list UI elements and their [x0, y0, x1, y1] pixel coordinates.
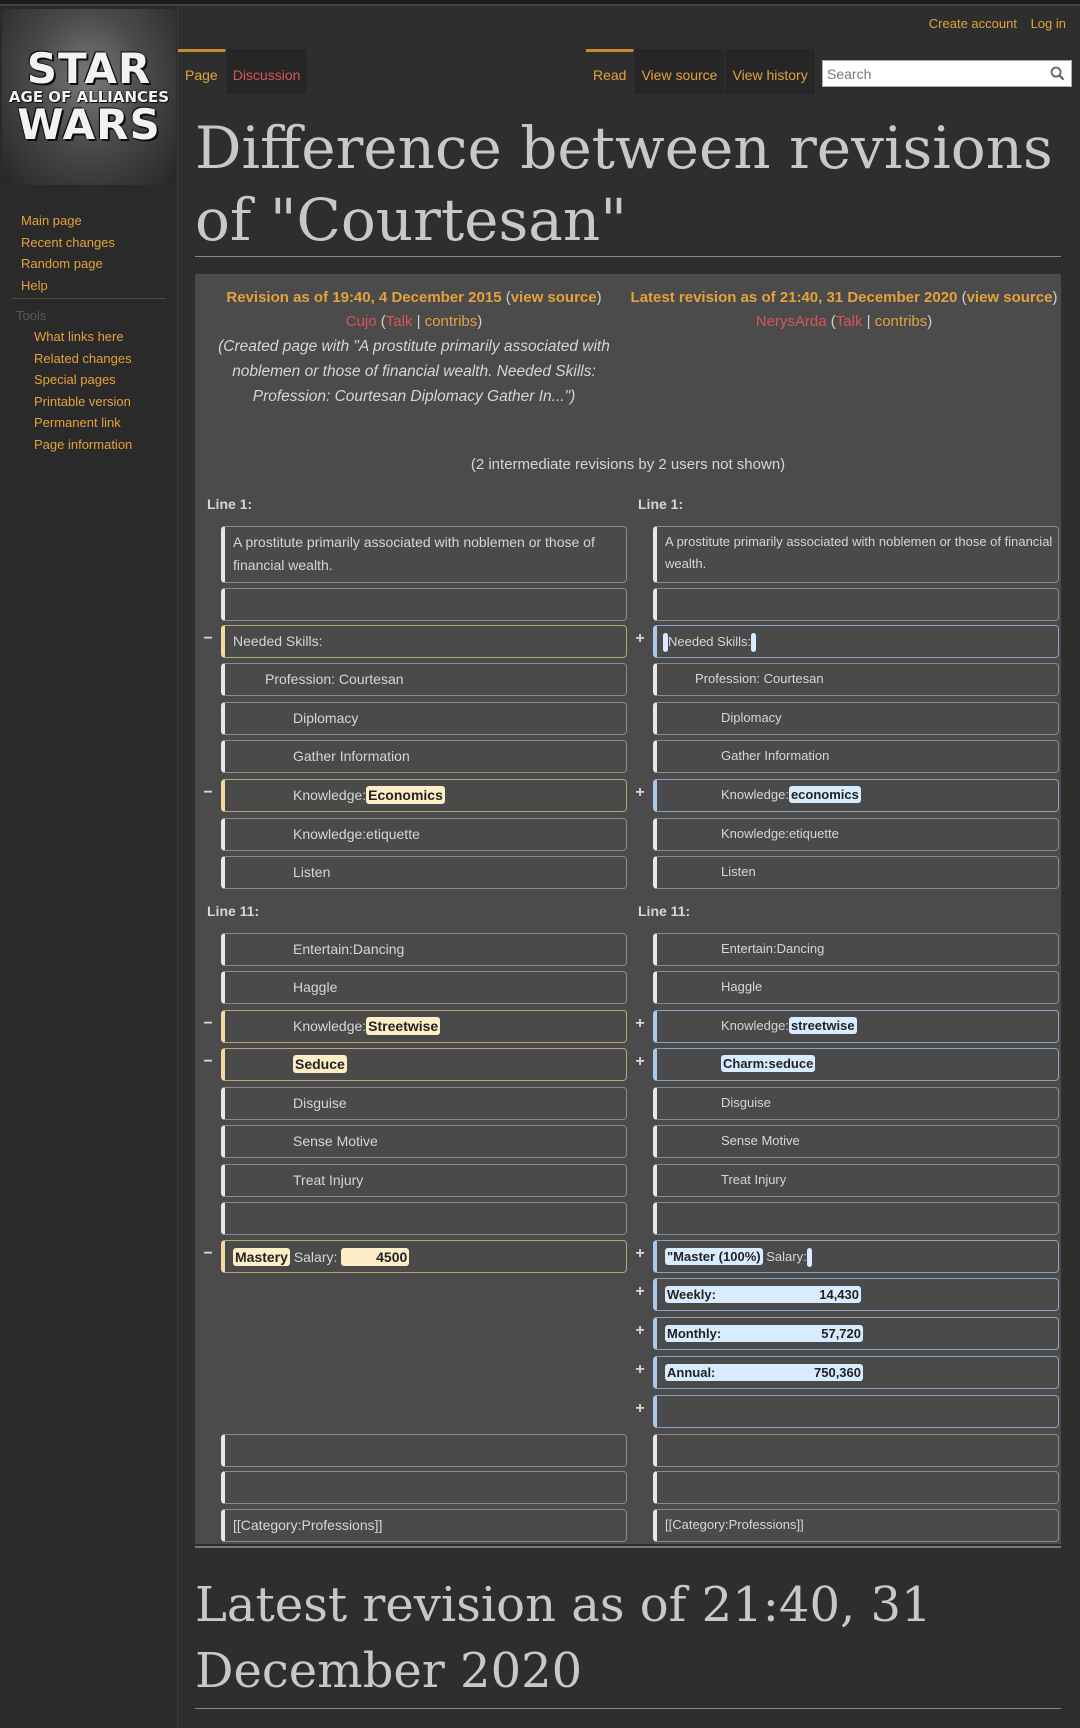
diff-context-left: A prostitute primarily associated with noblemen or those of financial wealth. — [221, 526, 627, 583]
diff-context-right: Diplomacy — [653, 702, 1059, 735]
text: Knowledge: — [293, 787, 367, 803]
heading-divider — [195, 1708, 1061, 1709]
diff-deleted-line: Needed Skills: — [221, 625, 627, 658]
diff-context-right: Disguise — [653, 1087, 1059, 1120]
diff-context-right: A prostitute primarily associated with noblemen or those of financial wealth. — [653, 526, 1059, 583]
diff-added-line — [653, 1048, 1059, 1081]
monthly-label: Monthly: — [667, 1326, 722, 1341]
weekly-value: 14,430 — [819, 1287, 859, 1302]
diff-context-right: Profession: Courtesan — [653, 663, 1059, 696]
new-revision-header: Latest revision as of 21:40, 31 December 2020 (view source) NerysArda (Talk | contribs) — [630, 289, 1058, 330]
tool-permanent-link[interactable]: Permanent link — [34, 415, 121, 430]
logo-text-wars: WARS — [17, 100, 161, 149]
diff-context-right: Treat Injury — [653, 1164, 1059, 1197]
nav-main-page[interactable]: Main page — [21, 213, 82, 228]
deleted-word: 4500 — [341, 1248, 409, 1266]
nav-recent-changes[interactable]: Recent changes — [21, 234, 115, 250]
new-user-link[interactable]: NerysArda — [755, 313, 827, 330]
tools-heading: Tools — [16, 308, 47, 323]
line-number-left: Line 11: — [207, 903, 260, 919]
diff-added-line — [653, 1317, 1059, 1350]
intermediate-revisions-notice: (2 intermediate revisions by 2 users not shown) — [470, 456, 786, 473]
new-talk-link[interactable]: Talk — [835, 313, 863, 330]
create-account-link[interactable]: Create account — [928, 16, 1017, 31]
latest-revision-heading: Latest revision as of 21:40, 31 December 2020 — [195, 1577, 932, 1699]
minus-marker: − — [203, 1245, 213, 1262]
tab-view-source[interactable]: View source — [634, 49, 725, 94]
diff-context-left: Disguise — [221, 1087, 627, 1120]
plus-marker: + — [635, 1283, 645, 1300]
added-word — [665, 1364, 863, 1381]
old-revision-link[interactable]: Revision as of 19:40, 4 December 2015 — [226, 289, 502, 306]
diff-context-left: Haggle — [221, 971, 627, 1004]
plus-marker: + — [635, 1245, 645, 1262]
plus-marker: + — [635, 630, 645, 647]
tab-page[interactable]: Page — [178, 49, 226, 94]
plus-marker: + — [635, 1361, 645, 1378]
diff-context-right: [[Category:Professions]] — [653, 1509, 1059, 1542]
added-word — [665, 1286, 861, 1303]
text: Salary: — [293, 1249, 338, 1265]
diff-context-left: Gather Information — [221, 740, 627, 773]
monthly-value: 57,720 — [821, 1326, 861, 1341]
minus-marker: − — [203, 784, 213, 801]
diff-context-left: Knowledge:etiquette — [221, 818, 627, 851]
diff-context-right: Entertain:Dancing — [653, 933, 1059, 966]
namespace-tabs — [178, 49, 308, 94]
diff-context-left: Diplomacy — [221, 702, 627, 735]
tool-what-links-here[interactable]: What links here — [34, 329, 124, 344]
tool-special-pages[interactable]: Special pages — [34, 372, 116, 387]
deleted-word: Seduce — [295, 1056, 345, 1072]
added-word: economics — [790, 787, 859, 802]
diff-context-left: Listen — [221, 856, 627, 889]
diff-context-left-empty — [221, 588, 627, 621]
new-revision-link[interactable]: Latest revision as of 21:40, 31 December 2020 — [630, 289, 958, 306]
new-view-source-link[interactable]: view source — [966, 289, 1053, 306]
diff-context-left: Sense Motive — [221, 1125, 627, 1158]
line-number-left: Line 1: — [207, 496, 253, 512]
diff-context-right: Listen — [653, 856, 1059, 889]
plus-marker: + — [635, 1053, 645, 1070]
diff-deleted-line — [221, 779, 627, 812]
added-word: "Master (100%) — [667, 1248, 761, 1264]
added-char — [751, 633, 756, 652]
diff-context-left-empty — [221, 1202, 627, 1235]
minus-marker: − — [203, 1015, 213, 1032]
diff-context-right: Haggle — [653, 971, 1059, 1004]
diff-context-left: Treat Injury — [221, 1164, 627, 1197]
annual-label: Annual: — [667, 1365, 716, 1380]
added-char — [807, 1248, 812, 1267]
diff-context-right: Knowledge:etiquette — [653, 818, 1059, 851]
old-view-source-link[interactable]: view source — [510, 289, 597, 306]
text: Knowledge: — [721, 787, 789, 802]
title-divider — [195, 256, 1061, 257]
view-tabs — [586, 49, 816, 94]
site-logo[interactable] — [2, 9, 176, 185]
added-word — [665, 1325, 863, 1342]
diff-context-right: Gather Information — [653, 740, 1059, 773]
added-word: Charm:seduce — [723, 1056, 814, 1071]
weekly-label: Weekly: — [667, 1287, 716, 1302]
nav-random-page[interactable]: Random page — [21, 256, 103, 271]
deleted-word: Mastery — [235, 1249, 288, 1265]
search-box — [822, 60, 1072, 87]
tool-related-changes[interactable]: Related changes — [34, 350, 132, 366]
tool-page-information[interactable]: Page information — [34, 436, 133, 452]
diff-added-line — [653, 1356, 1059, 1389]
old-contribs-link[interactable]: contribs — [424, 313, 478, 330]
text: Needed Skills: — [668, 633, 752, 649]
diff-table — [195, 274, 1061, 1544]
diff-context-left: [[Category:Professions]] — [221, 1509, 627, 1542]
logo-text-star: STAR — [26, 44, 152, 93]
tab-view-history[interactable]: View history — [725, 49, 815, 94]
plus-marker: + — [635, 1400, 645, 1417]
diff-added-line-empty — [653, 1395, 1059, 1428]
diff-context-right: Sense Motive — [653, 1125, 1059, 1158]
diff-context-right-empty — [653, 1434, 1059, 1467]
diff-context-right-empty — [653, 1202, 1059, 1235]
deleted-word: Streetwise — [368, 1018, 439, 1034]
text: Knowledge: — [293, 1018, 367, 1034]
deleted-word: Economics — [368, 787, 443, 803]
text: Knowledge: — [721, 1018, 789, 1033]
diff-context-left: Entertain:Dancing — [221, 933, 627, 966]
plus-marker: + — [635, 1015, 645, 1032]
annual-value: 750,360 — [814, 1365, 861, 1380]
diff-added-line — [653, 1010, 1059, 1043]
tool-printable-version[interactable]: Printable version — [34, 393, 131, 409]
search-icon[interactable] — [1050, 66, 1065, 81]
minus-marker: − — [203, 1053, 213, 1070]
old-user-link[interactable]: Cujo — [345, 313, 377, 330]
edit-summary: (Created page with "A prostitute primarily associated with noblemen or those of financial wealth. Needed Skills: Profession: Courtesan Diplomacy Gather In...") — [218, 338, 610, 405]
tools-menu — [34, 326, 132, 455]
plus-marker: + — [635, 1322, 645, 1339]
plus-marker: + — [635, 784, 645, 801]
navigation-menu — [21, 210, 115, 296]
sidebar — [0, 6, 178, 1728]
diff-context-left: Profession: Courtesan — [221, 663, 627, 696]
page-title: Difference between revisions of "Courtesan" — [195, 114, 1053, 254]
search-input[interactable] — [823, 61, 1033, 86]
diff-added-line — [653, 625, 1059, 658]
nav-help[interactable]: Help — [21, 277, 48, 293]
minus-marker: − — [203, 630, 213, 647]
text: Salary: — [766, 1248, 807, 1264]
old-revision-header: Revision as of 19:40, 4 December 2015 (view source) Cujo (Talk | contribs) (Created page with "A prostitute primarily associated with noblemen or those of financial wealth. Needed Skills: Profession: Courtesan Diplomacy Gather In...") — [199, 286, 629, 409]
diff-added-line — [653, 779, 1059, 812]
tab-read[interactable]: Read — [586, 49, 634, 94]
sidebar-divider — [12, 298, 166, 299]
diff-context-left-empty — [221, 1471, 627, 1504]
diff-deleted-line — [221, 1010, 627, 1043]
log-in-link[interactable]: Log in — [1030, 16, 1066, 31]
diff-deleted-line — [221, 1048, 627, 1081]
diff-context-right-empty — [653, 1471, 1059, 1504]
diff-added-line — [653, 1278, 1059, 1311]
new-contribs-link[interactable]: contribs — [874, 313, 928, 330]
logo-text-subtitle: AGE OF ALLIANCES — [8, 88, 170, 106]
personal-tools — [919, 16, 1066, 31]
diff-context-right-empty — [653, 588, 1059, 621]
diff-context-left-empty — [221, 1434, 627, 1467]
diff-bottom-divider — [195, 1546, 1061, 1548]
diff-added-line — [653, 1240, 1059, 1273]
line-number-right: Line 11: — [638, 903, 691, 919]
tab-discussion[interactable]: Discussion — [226, 49, 309, 94]
old-talk-link[interactable]: Talk — [385, 313, 413, 330]
diff-deleted-line — [221, 1240, 627, 1273]
added-word: streetwise — [790, 1018, 855, 1033]
line-number-right: Line 1: — [638, 496, 684, 512]
